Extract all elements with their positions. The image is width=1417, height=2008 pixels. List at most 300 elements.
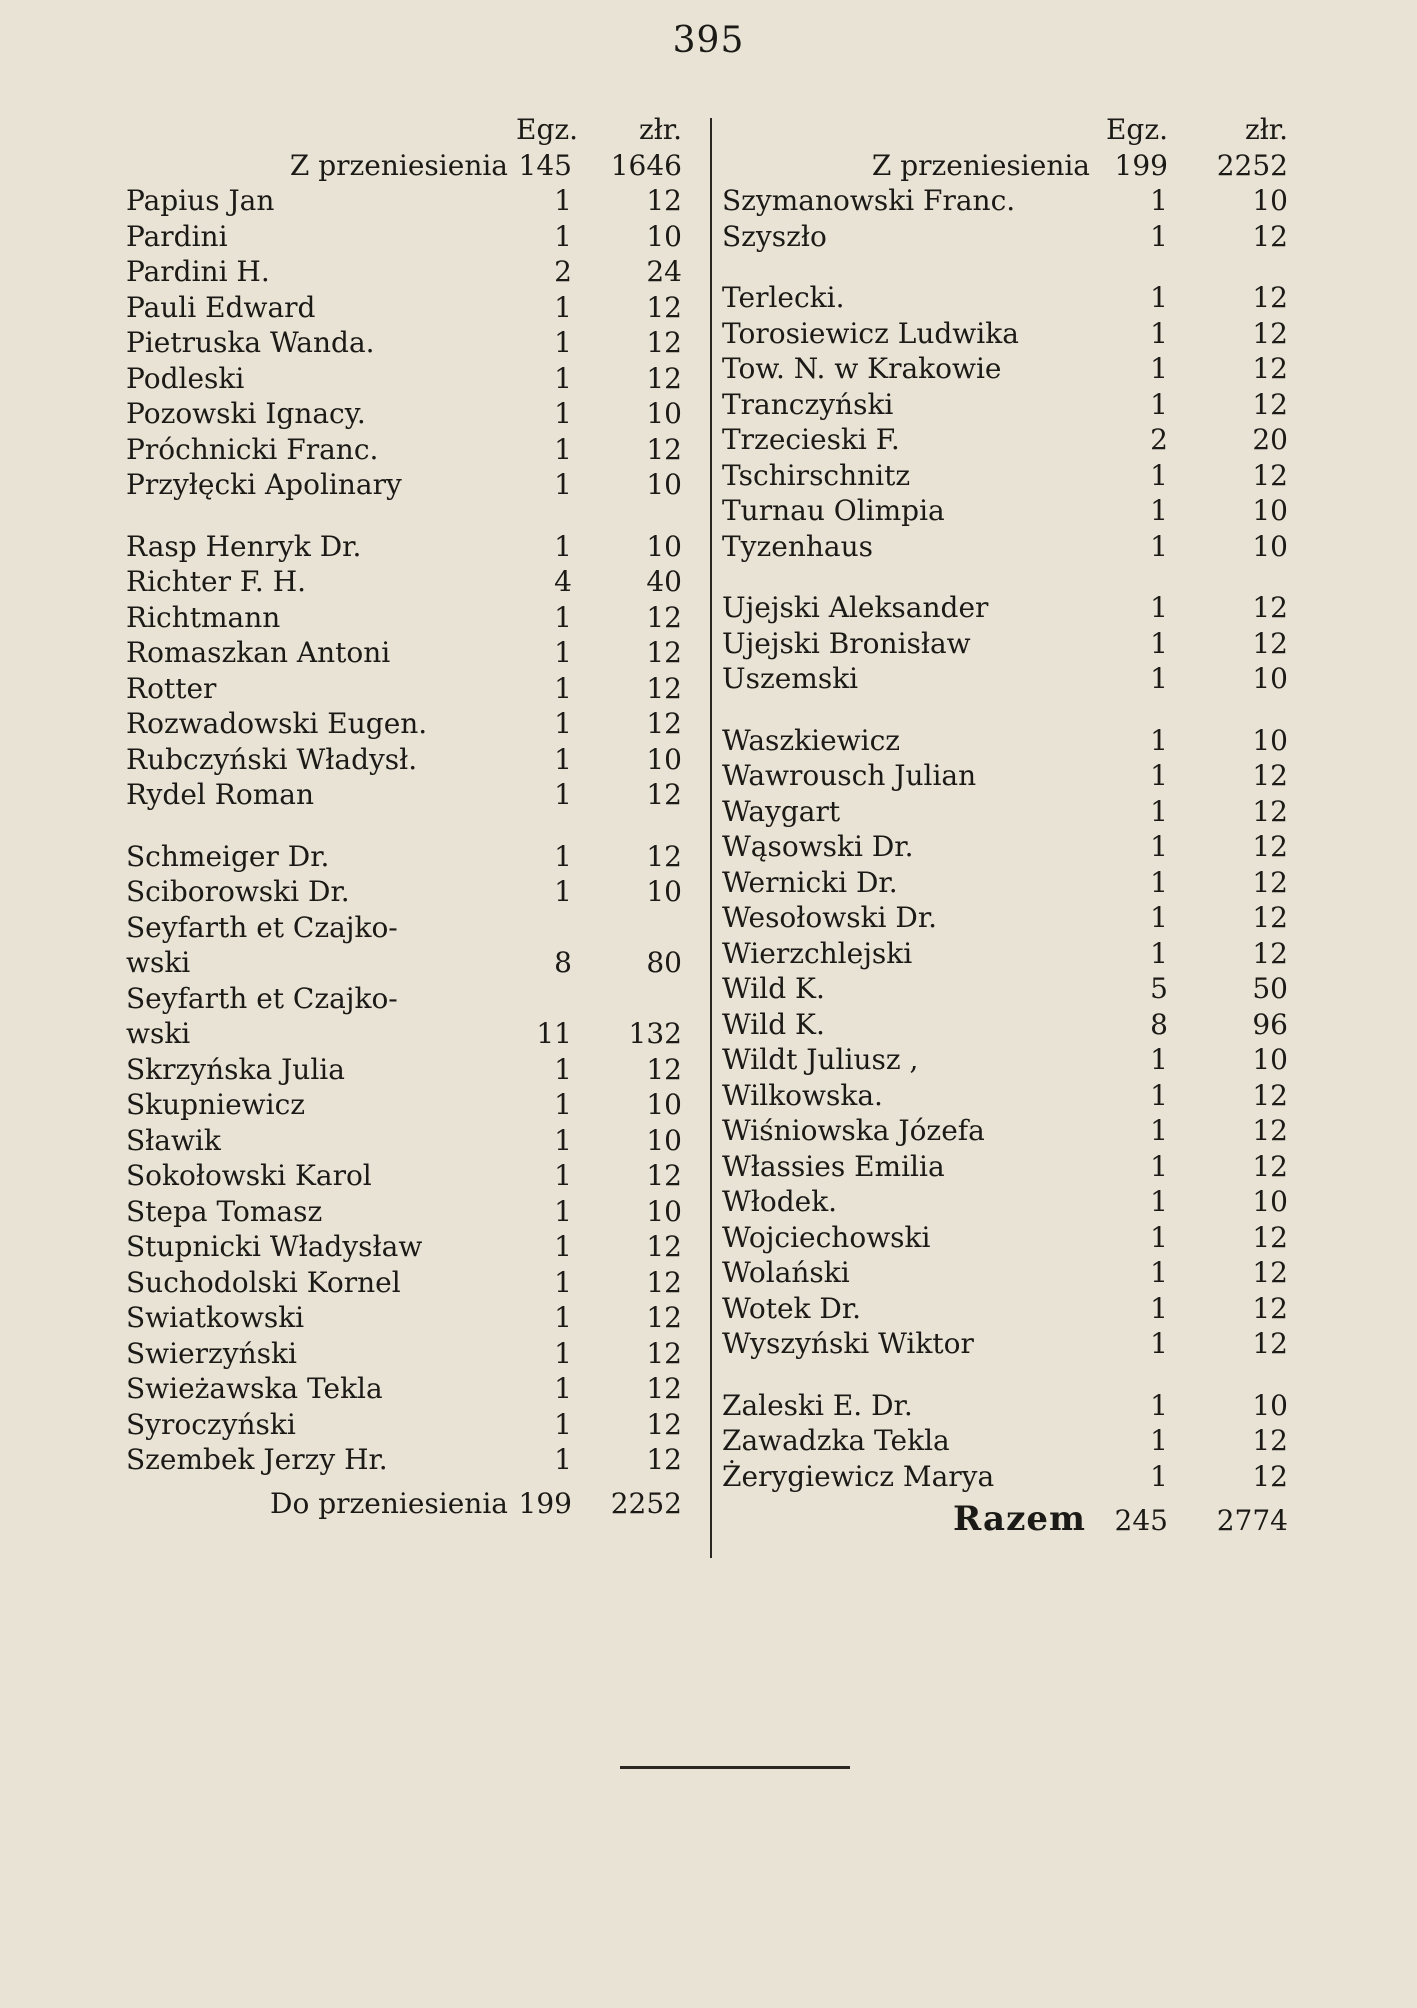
total-zlr: 2774: [1216, 1504, 1288, 1537]
list-item: [722, 1459, 1292, 1495]
list-item: [722, 1184, 1292, 1220]
entry-zlr: 12: [1252, 316, 1288, 350]
entry-name: Swieżawska Tekla: [126, 1372, 383, 1405]
entry-egz: 1: [554, 636, 572, 669]
entry-zlr: 12: [646, 671, 682, 705]
list-item: [722, 829, 1292, 865]
entry-egz: 1: [554, 1301, 572, 1334]
entry-zlr: 12: [1252, 387, 1288, 421]
list-item: [126, 290, 686, 326]
carry-label: Z przeniesienia: [289, 148, 508, 182]
entry-name: Richter F. H.: [126, 565, 307, 598]
zlr-header: złr.: [1244, 113, 1288, 146]
list-item: [126, 742, 686, 778]
entry-name: Przyłęcki Apolinary: [126, 468, 402, 501]
entry-egz: 1: [1150, 1388, 1168, 1422]
entry-name: Wild K.: [722, 972, 825, 1005]
carry-egz: 145: [518, 148, 572, 182]
entry-zlr: 10: [646, 742, 682, 776]
entry-zlr: 12: [1252, 352, 1288, 385]
entry-name: Pietruska Wanda.: [126, 326, 375, 359]
entry-zlr: 12: [646, 1230, 682, 1263]
group-spacer: [722, 1362, 1292, 1388]
entry-zlr: 12: [1252, 626, 1288, 660]
entry-name: Syroczyński: [126, 1407, 296, 1441]
list-item: [722, 387, 1292, 423]
entry-zlr: 12: [646, 1407, 682, 1441]
list-item: [722, 1078, 1292, 1114]
entry-zlr: 12: [646, 1159, 682, 1192]
list-item: [126, 706, 686, 742]
entry-zlr: 12: [646, 1301, 682, 1334]
list-item: [126, 839, 686, 875]
entry-name: Ujejski Bronisław: [722, 626, 971, 660]
left-column: [126, 112, 686, 1521]
entry-zlr: 12: [1252, 1424, 1288, 1457]
list-item: [722, 1113, 1292, 1149]
entry-zlr: 12: [1252, 281, 1288, 314]
entry-egz: 1: [554, 219, 572, 253]
entry-name: Zawadzka Tekla: [722, 1424, 950, 1457]
entry-name: Richtmann: [126, 600, 281, 634]
entry-name: Wild K.: [722, 1007, 825, 1041]
list-item: [722, 1007, 1292, 1043]
entry-egz: 1: [554, 1194, 572, 1228]
entry-name: Rydel Roman: [126, 778, 314, 811]
entry-egz: 1: [1150, 591, 1168, 624]
entry-egz: 1: [554, 1265, 572, 1299]
list-item: [722, 1326, 1292, 1362]
entry-egz: 1: [554, 468, 572, 501]
list-item: [722, 316, 1292, 352]
entry-zlr: 12: [646, 326, 682, 359]
entry-name: Podleski: [126, 361, 245, 395]
list-item: [722, 1255, 1292, 1291]
entry-zlr: 12: [646, 778, 682, 811]
entry-name: Wildt Juliusz ,: [722, 1043, 919, 1076]
carry-out-zlr: 2252: [610, 1486, 682, 1520]
entry-egz: 1: [1150, 936, 1168, 970]
entry-egz: 1: [554, 529, 572, 563]
carry-out-egz: 199: [518, 1486, 572, 1520]
entry-zlr: 12: [1252, 865, 1288, 899]
entry-zlr: 12: [646, 1372, 682, 1405]
entry-zlr: 24: [646, 255, 682, 288]
list-item: [126, 1016, 686, 1052]
entry-zlr: 12: [646, 361, 682, 395]
entry-egz: 1: [1150, 723, 1168, 757]
entry-egz: 1: [1150, 1078, 1168, 1112]
entry-name: Skrzyńska Julia: [126, 1052, 345, 1086]
entry-name: Włassies Emilia: [722, 1149, 945, 1183]
list-item: [126, 777, 686, 813]
grand-total: [722, 1502, 1292, 1538]
list-item: [126, 1194, 686, 1230]
entry-egz: 1: [1150, 494, 1168, 527]
entry-egz: 1: [554, 1372, 572, 1405]
entry-egz: 11: [536, 1017, 572, 1050]
entry-zlr: 12: [1252, 1291, 1288, 1325]
entry-zlr: 10: [1252, 529, 1288, 563]
list-item: [722, 900, 1292, 936]
entry-name: Rasp Henryk Dr.: [126, 529, 362, 563]
list-item: [126, 396, 686, 432]
entry-name: Papius Jan: [126, 184, 275, 217]
entry-name: Terlecki.: [722, 281, 845, 314]
carry-egz: 199: [1114, 148, 1168, 182]
list-item: [126, 254, 686, 290]
entry-zlr: 12: [646, 432, 682, 466]
entry-zlr: 10: [1252, 1388, 1288, 1422]
entry-egz: 1: [1150, 1424, 1168, 1457]
entry-zlr: 10: [646, 1194, 682, 1228]
list-item: [126, 183, 686, 219]
entry-name: Włodek.: [722, 1185, 838, 1218]
total-egz: 245: [1114, 1504, 1168, 1537]
entry-name: Tyzenhaus: [722, 529, 873, 563]
list-item: [126, 1407, 686, 1443]
entry-zlr: 12: [646, 707, 682, 740]
list-item: [126, 910, 686, 946]
entry-egz: 1: [1150, 458, 1168, 492]
entry-egz: 1: [554, 1159, 572, 1192]
list-item: [722, 458, 1292, 494]
entry-zlr: 12: [1252, 1149, 1288, 1183]
entry-zlr: 80: [646, 946, 682, 979]
entry-zlr: 12: [1252, 591, 1288, 624]
entry-name: Tschirschnitz: [722, 458, 911, 492]
list-item: [722, 280, 1292, 316]
entry-name: Zaleski E. Dr.: [722, 1388, 913, 1422]
entry-name: Torosiewicz Ludwika: [722, 316, 1019, 350]
list-item: [722, 865, 1292, 901]
entry-egz: 1: [1150, 387, 1168, 421]
list-item: [722, 219, 1292, 255]
entry-zlr: 12: [1252, 1459, 1288, 1493]
entry-zlr: 20: [1252, 423, 1288, 456]
group-spacer: [722, 564, 1292, 590]
entry-zlr: 12: [646, 1443, 682, 1476]
list-item: [126, 1336, 686, 1372]
entry-name: Tow. N. w Krakowie: [722, 352, 1002, 385]
entry-egz: 1: [554, 600, 572, 634]
entry-name: Wernicki Dr.: [722, 865, 898, 899]
entry-egz: 1: [554, 1443, 572, 1476]
list-item: [722, 1220, 1292, 1256]
list-item: [126, 1123, 686, 1159]
entry-name: Pauli Edward: [126, 290, 316, 324]
entry-egz: 1: [554, 742, 572, 776]
entry-name: Pozowski Ignacy.: [126, 397, 366, 430]
entry-zlr: 10: [646, 529, 682, 563]
entry-zlr: 12: [646, 1265, 682, 1299]
entry-egz: 1: [1150, 865, 1168, 899]
entry-egz: 5: [1150, 972, 1168, 1005]
list-item: [722, 1291, 1292, 1327]
entry-egz: 1: [1150, 830, 1168, 863]
entry-name: Rozwadowski Eugen.: [126, 707, 428, 740]
list-item: [722, 936, 1292, 972]
entry-name: Próchnicki Franc.: [126, 432, 379, 466]
entry-egz: 1: [1150, 281, 1168, 314]
entry-zlr: 10: [646, 468, 682, 501]
group-spacer: [126, 503, 686, 529]
entry-zlr: 12: [1252, 936, 1288, 970]
list-item: [126, 1300, 686, 1336]
list-item: [722, 1388, 1292, 1424]
entry-egz: 1: [1150, 1185, 1168, 1218]
list-item: [722, 493, 1292, 529]
entry-egz: 1: [1150, 1327, 1168, 1360]
entry-name: Szymanowski Franc.: [722, 184, 1016, 217]
entry-zlr: 12: [1252, 794, 1288, 828]
entry-name: Ujejski Aleksander: [722, 591, 989, 624]
list-item: [126, 1052, 686, 1088]
entry-zlr: 12: [646, 1336, 682, 1370]
list-item: [126, 671, 686, 707]
list-item: [126, 361, 686, 397]
zlr-header: złr.: [638, 113, 682, 146]
entry-egz: 1: [554, 361, 572, 395]
carry-out-label: Do przeniesienia: [270, 1486, 508, 1520]
entry-name: Wierzchlejski: [722, 936, 913, 970]
entry-egz: 1: [1150, 1256, 1168, 1289]
total-label: Razem: [953, 1502, 1086, 1538]
group-spacer: [722, 697, 1292, 723]
entry-egz: 1: [1150, 1043, 1168, 1076]
list-item: [126, 219, 686, 255]
entry-zlr: 10: [646, 219, 682, 253]
list-item: [722, 590, 1292, 626]
entry-name: Seyfarth et Czajko-: [126, 981, 398, 1015]
entry-egz: 1: [1150, 1459, 1168, 1493]
list-item: [722, 529, 1292, 565]
entry-egz: 1: [1150, 184, 1168, 217]
entry-zlr: 10: [646, 397, 682, 430]
left-carry-in: [126, 148, 686, 184]
entry-egz: 1: [554, 1088, 572, 1121]
list-item: [126, 1371, 686, 1407]
list-item: [126, 874, 686, 910]
entry-name: Skupniewicz: [126, 1088, 306, 1121]
page-number: 395: [672, 20, 745, 61]
entry-name: Wąsowski Dr.: [722, 830, 914, 863]
entry-name: Wolański: [722, 1256, 850, 1289]
entry-egz: 1: [1150, 219, 1168, 253]
list-item: [126, 325, 686, 361]
entry-name: Żerygiewicz Marya: [722, 1459, 995, 1493]
list-item: [126, 635, 686, 671]
right-column: [722, 112, 1292, 1538]
entry-name: wski: [126, 946, 191, 979]
entry-name: Rubczyński Władysł.: [126, 742, 418, 776]
entry-name: Stupnicki Władysław: [126, 1230, 423, 1263]
list-item: [722, 183, 1292, 219]
footer-rule: [620, 1766, 850, 1769]
group-spacer: [126, 813, 686, 839]
entry-zlr: 12: [1252, 1078, 1288, 1112]
entry-zlr: 12: [1252, 830, 1288, 863]
entry-name: Seyfarth et Czajko-: [126, 910, 398, 944]
entry-zlr: 12: [646, 600, 682, 634]
entry-name: Swiatkowski: [126, 1301, 305, 1334]
entry-zlr: 10: [1252, 184, 1288, 217]
entry-egz: 1: [554, 707, 572, 740]
entry-name: Suchodolski Kornel: [126, 1265, 401, 1299]
carry-label: Z przeniesienia: [871, 148, 1090, 182]
carry-zlr: 1646: [610, 148, 682, 182]
left-entries: [126, 183, 686, 1478]
left-header: [126, 112, 686, 148]
entry-egz: 1: [1150, 759, 1168, 792]
entry-egz: 1: [554, 671, 572, 705]
entry-zlr: 12: [1252, 1327, 1288, 1360]
entry-zlr: 12: [646, 636, 682, 669]
entry-name: Wilkowska.: [722, 1078, 883, 1112]
entry-zlr: 10: [646, 1088, 682, 1121]
entry-egz: 1: [1150, 794, 1168, 828]
entry-name: Wesołowski Dr.: [722, 901, 938, 934]
list-item: [126, 600, 686, 636]
entry-zlr: 12: [1252, 1256, 1288, 1289]
entry-egz: 1: [554, 1052, 572, 1086]
entry-name: Wotek Dr.: [722, 1291, 862, 1325]
entry-egz: 1: [1150, 901, 1168, 934]
entry-zlr: 12: [646, 184, 682, 217]
entry-egz: 1: [1150, 662, 1168, 695]
entry-egz: 1: [1150, 1149, 1168, 1183]
list-item: [722, 351, 1292, 387]
list-item: [126, 1229, 686, 1265]
entry-zlr: 12: [646, 839, 682, 873]
list-item: [126, 1442, 686, 1478]
list-item: [722, 971, 1292, 1007]
entry-name: Waygart: [722, 794, 841, 828]
entry-name: Sławik: [126, 1123, 221, 1157]
entry-name: Pardini H.: [126, 255, 270, 288]
entry-name: Wiśniowska Józefa: [722, 1114, 985, 1147]
list-item: [126, 1087, 686, 1123]
entry-zlr: 12: [1252, 458, 1288, 492]
entry-name: Pardini: [126, 219, 228, 253]
entry-egz: 1: [554, 432, 572, 466]
list-item: [722, 626, 1292, 662]
entry-egz: 1: [1150, 529, 1168, 563]
entry-egz: 1: [1150, 1220, 1168, 1254]
entry-egz: 1: [1150, 626, 1168, 660]
entry-zlr: 96: [1252, 1007, 1288, 1041]
entry-zlr: 10: [1252, 723, 1288, 757]
entry-zlr: 12: [1252, 1220, 1288, 1254]
list-item: [126, 1158, 686, 1194]
list-item: [126, 981, 686, 1017]
entry-egz: 1: [554, 1336, 572, 1370]
entry-egz: 1: [1150, 316, 1168, 350]
entry-egz: 1: [554, 1407, 572, 1441]
entry-egz: 1: [554, 778, 572, 811]
list-item: [722, 1149, 1292, 1185]
entry-egz: 1: [554, 184, 572, 217]
list-item: [722, 758, 1292, 794]
entry-egz: 1: [554, 1123, 572, 1157]
list-item: [126, 1265, 686, 1301]
entry-zlr: 10: [646, 1123, 682, 1157]
entry-name: Rotter: [126, 671, 217, 705]
entry-egz: 1: [554, 839, 572, 873]
entry-name: Szembek Jerzy Hr.: [126, 1443, 388, 1476]
entry-egz: 4: [554, 565, 572, 598]
list-item: [722, 794, 1292, 830]
entry-zlr: 10: [1252, 1185, 1288, 1218]
entry-zlr: 50: [1252, 972, 1288, 1005]
list-item: [126, 529, 686, 565]
entry-zlr: 10: [646, 875, 682, 908]
entry-name: Sokołowski Karol: [126, 1159, 372, 1192]
entry-egz: 1: [554, 290, 572, 324]
entry-egz: 1: [554, 397, 572, 430]
list-item: [722, 422, 1292, 458]
list-item: [722, 661, 1292, 697]
entry-zlr: 12: [1252, 901, 1288, 934]
list-item: [126, 564, 686, 600]
group-spacer: [722, 254, 1292, 280]
entry-zlr: 12: [1252, 1114, 1288, 1147]
entry-name: Waszkiewicz: [722, 723, 901, 757]
entry-egz: 1: [1150, 1114, 1168, 1147]
entry-name: Schmeiger Dr.: [126, 839, 330, 873]
entry-name: Szyszło: [722, 219, 827, 253]
entry-name: Stepa Tomasz: [126, 1194, 323, 1228]
egz-header: Egz.: [516, 113, 579, 146]
entry-name: Sciborowski Dr.: [126, 875, 350, 908]
entry-zlr: 40: [646, 565, 682, 598]
entry-egz: 1: [554, 875, 572, 908]
entry-name: Wyszyński Wiktor: [722, 1327, 974, 1360]
entry-zlr: 10: [1252, 1043, 1288, 1076]
entry-name: wski: [126, 1017, 191, 1050]
list-item: [126, 467, 686, 503]
right-entries: [722, 183, 1292, 1494]
entry-egz: 1: [554, 326, 572, 359]
entry-egz: 8: [1150, 1007, 1168, 1041]
entry-name: Wojciechowski: [722, 1220, 931, 1254]
entry-name: Uszemski: [722, 662, 859, 695]
entry-zlr: 132: [628, 1017, 682, 1050]
entry-name: Wawrousch Julian: [722, 759, 977, 792]
right-carry-in: [722, 148, 1292, 184]
entry-egz: 2: [554, 255, 572, 288]
list-item: [126, 945, 686, 981]
entry-egz: 2: [1150, 423, 1168, 456]
entry-name: Romaszkan Antoni: [126, 636, 391, 669]
column-divider: [710, 118, 712, 1558]
entry-zlr: 12: [646, 290, 682, 324]
entry-zlr: 10: [1252, 494, 1288, 527]
entry-name: Turnau Olimpia: [722, 494, 945, 527]
entry-egz: 1: [554, 1230, 572, 1263]
entry-zlr: 10: [1252, 662, 1288, 695]
right-header: [722, 112, 1292, 148]
egz-header: Egz.: [1105, 113, 1168, 146]
list-item: [722, 1042, 1292, 1078]
entry-name: Tranczyński: [722, 387, 894, 421]
list-item: [126, 432, 686, 468]
entry-zlr: 12: [646, 1052, 682, 1086]
carry-zlr: 2252: [1216, 148, 1288, 182]
entry-name: Swierzyński: [126, 1336, 297, 1370]
left-carry-out: [126, 1486, 686, 1522]
entry-egz: 1: [1150, 352, 1168, 385]
